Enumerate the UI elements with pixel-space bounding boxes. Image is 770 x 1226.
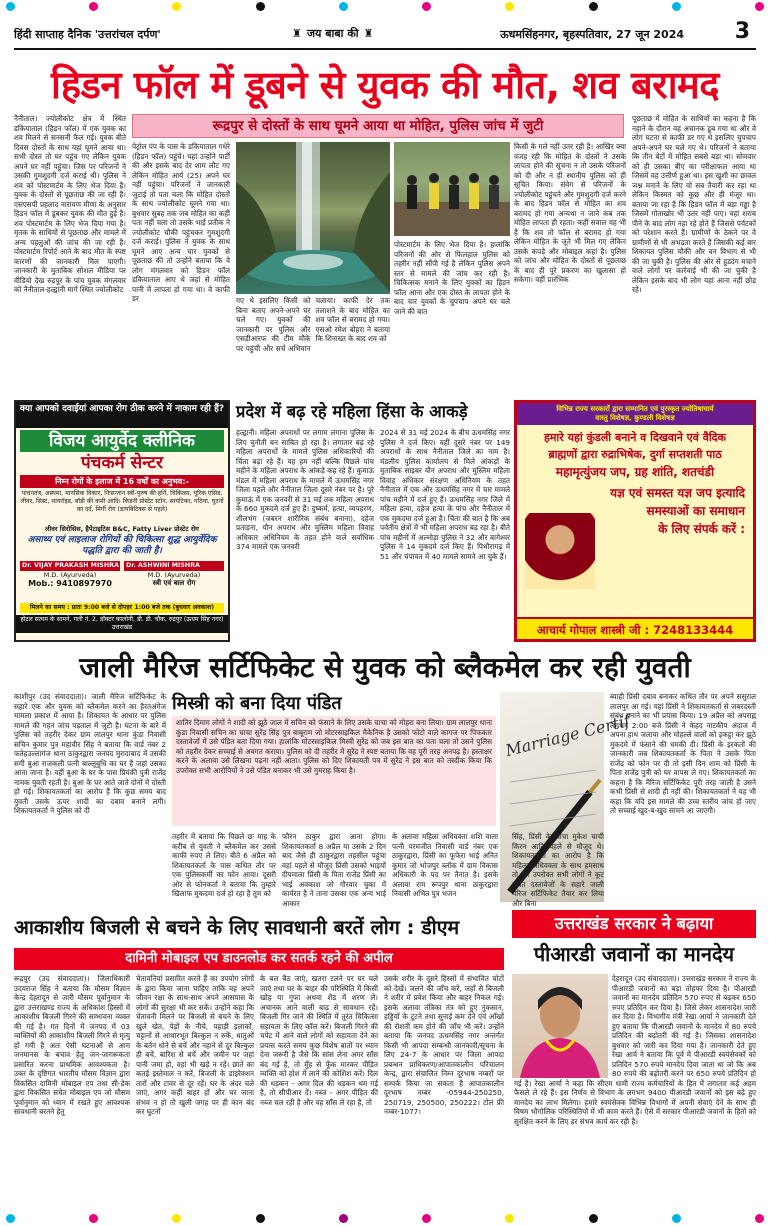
story4-col2: चेतावनियां प्रसारित करते हैं का उपयोग लोगों के द्वारा किया जाना चाहिए ताकि वह अपने जीवन रक्षा के साथ-साथ अपने आसपास के लोगों की सुरक्षा भी कर सकें। उन्होंने कहा कि चेतावनी मिलने पर बिजली से बचने के लिए खुले खेत, पेड़ों के नीचे, पहाड़ी इलाकों, चट्टानों से आधारभूत बिल्कुल न रुकें, धातुओं के बर्तन धोने से बचें और नहाने से दूर बिल्कुल ही बचें, बारिश से बचें और जमीन पर जहां पानी जमा हो, वहां भी खड़े न रहें। छाते का कतई इस्तेमाल न करें, बिजली के डाइरेक्शन तारों और टावर से दूर रहें। घर के अंदर चले जाएं, अगर कहीं बाहर हों और घर जाना संभव न हो तो खुली जगह पर ही कान बंद कर घुटनों (136, 974, 254, 1116)
reg-dot-8 (589, 2, 598, 11)
reg-dot-7 (505, 2, 514, 11)
doctor1-degree: M.D. (Ayurveda) (43, 570, 97, 579)
story1-subhead (132, 114, 624, 138)
story4-band-text: दामिनी मोबाइल एप डाउनलोड कर सतर्क रहने की अपील (125, 951, 393, 966)
story1-col3: गए थे इसलिए किसी को बिना बताए अपने-अपने घर चले गए। युवकों की जानकारी पर पुलिस और एसडीआरफ की टीम मौके पर पहुंची और सर्च अभियान चलाया। काफी देर तक तलाशने के बाद मोहित का शव फॉल से बरामद हो गया। एसओ रमेश बोहरा ने बताया कि शिनाख्त के बाद शव को (236, 296, 390, 353)
story1-col4: पोस्टमार्टम के लिए भेज दिया है। हालांकि परिजनों की ओर से फिलहाल पुलिस को तहरीर नहीं सौंपी गई है लेकिन पुलिस अपने स्तर से मामले की जांच कर रही है। चिकित्सक मनाने के लिए युवकों का हिडन फॉल आना और एक दोस्त के लापता होने के बाद चार युवकों के चुपचाप अपने घर चले जाने की बात (394, 240, 510, 316)
ad1-address: होटल सत्यम के सामने, गली नं. 2, डॉक्टर कालोनी, डी. डी. चौक, रुद्रपुर (ऊधम सिंह नगर) उत्तराखंड (16, 615, 228, 633)
story3-col4: के अलावा महिला अधिवक्ता शशि वाला पत्नी परमजीत निवासी वार्ड नंबर एक ठाकुरद्वारा, प्रिंसी का फूफेरा भाई अनित कुमार जो भोजपुर ब्लॉक में ग्राम विकास अधिकारी के पद पर तैनात है। इसके अलावा राम रूपपुर थाना ठाकुरद्वारा निवासी अभित पुत्र भजन (392, 832, 498, 898)
story5-headline (512, 910, 756, 970)
reg-dot-b4 (256, 1214, 265, 1223)
waterfall-photo-art (236, 142, 390, 294)
registration-marks-bottom (0, 1212, 770, 1224)
story3-box-head: मिस्त्री को बना दिया पंडित (172, 693, 342, 714)
story5-text: देहरादून (उद संवाददाता)। उत्तराखंड सरकार ने राज्य के पीआरडी जवानों का बड़ा तोहफा दिया है। पीआरडी जवानों का मानदेय प्रतिदिन 570 रुपए से बढ़कर 650 रुपए प्रतिदिन कर दिया है। जिसे लेकर शासनादेश जारी कर दिया है। विभागीय मंत्री रेखा आर्या ने जानकारी देते हुए बताया कि पीआरडी जवानों के मानदेय में 80 रुपये प्रतिदिन की बढ़ोतरी की गई है। जिसका शासनादेश बुधवार को जारी कर दिया गया है। जानकारी देते हुए रेखा आर्य ने बताया कि पूर्व में पीआरडी स्वयंसेवकों को प्रतिदिन 570 रुपये मानदेय दिया जाता था जो कि अब 80 रुपये की बढ़ोतरी करने पर 650 रुपये प्रतिदिन हो गई है। रेखा आर्या ने कहा कि सीएम धामी राज्य कर्मचारियों के हित में लगातार कई अहम फैसले ले रहे हैं। इस निर्णय से विभाग के लगभग 9400 पीआरडी जवानों को इस बढ़े हुए मानदेय का लाभ मिलेगा। हमारे स्वयंसेवक विभिन्न विभागों में अपनी सेवाएं देने के साथ ही विषम भौगोलिक परिस्थितियों में भी काम करते हैं। ऐसे में सरकार पीआरडी जवानों के हितों को सुरक्षित करने के लिए हर संभव कार्य कर रही है। (514, 974, 756, 1126)
temple-icon-right: ♜ (363, 27, 374, 40)
ad1-doctor2 (124, 561, 224, 601)
story4-headline: आकाशीय बिजली से बचने के लिए सावधानी बरतें लोग : डीएम (14, 916, 460, 939)
doctor2-degree: M.D. (Ayurveda) (147, 570, 201, 579)
story1-subhead-text: रूद्रपुर से दोस्तों के साथ घूमने आया था मोहित, पुलिस जांच में जुटी (212, 118, 544, 134)
ad2-top (517, 403, 753, 425)
story3-headline: जाली मैरिज सर्टिफिकेट से युवक को ब्लैकमेल कर रही युवती (79, 651, 691, 684)
reg-dot-10 (755, 2, 764, 11)
reg-dot-6 (422, 2, 431, 11)
story5-headline-1: उत्तराखंड सरकार ने बढ़ाया (512, 910, 756, 938)
story4-band (14, 948, 504, 970)
story2-headline-text: प्रदेश में बढ़ रहे महिला हिंसा के आकड़े (236, 402, 468, 421)
masthead-center-text: जय बाबा की (306, 27, 359, 40)
ad2-l2: ब्राह्मणों द्वारा रुद्राभिषेक, दुर्गा सप्तशती पाठ (548, 447, 722, 461)
ad2-top-line2: वास्तु विशेषज्ञ, कुण्डली विशेषज्ञ (595, 414, 675, 423)
ad1-timing: मिलने का समय : प्रातः 9:00 बजे से दोपहर 1:00 बजे तक (बुधवार अवकाश) (20, 603, 224, 613)
reg-dot-b10 (755, 1214, 764, 1223)
ad2-l4: यज्ञ एवं समस्त यज्ञ जप इत्यादि (610, 485, 745, 500)
ad1-doctor1 (20, 561, 120, 601)
story2-col2: 2024 से 31 मई 2024 के बीच ऊधमसिंह नगर पुलिस ने दर्ज किए। वहीं दूसरे नंबर पर 149 अपराधों के साथ नैनीताल जिले का नाम है। मंडलीय पुलिस कार्यालय से मिले आंकड़ों के मुताबिक साइबर यौन अपराध और मुस्लिम महिला विवाह अधिकार संरक्षण अधिनियम के तहत नैनीताल में एक और ऊधमसिंह नगर में चार मामले पांच महीने में दर्ज हुए हैं। ऊधमसिंह नगर जिले में महिला हत्या, दहेज हत्या के पांच और नैनीताल में एक मुकदमा दर्ज हुआ है। चिंता की बात है कि अब पर्वतीय क्षेत्रों में भी महिला अपराध बढ़ रहा है। बीते पांच महीनों में अल्मोड़ा पुलिस ने 32 और बागेश्वर पुलिस ने 14 मुकदमे दर्ज किए हैं। पिथौरागढ़ में 51 और चंपावत में 40 मामले सामने आ चुके हैं। (380, 428, 510, 561)
doctor2-name: Dr. ASHWINI MISHRA (124, 561, 224, 571)
reg-dot-3 (172, 2, 181, 11)
page-number: 3 (734, 19, 750, 44)
ad2-l5: समस्याओं का समाधान (646, 503, 745, 518)
story4-col1: रूद्रपुर (उद संवाददाता)। जिलाधिकारी उदयराज सिंह ने बताया कि मौसम विज्ञान केन्द्र देहरादून से जारी मौसम पूर्वानुमान के द्वारा उत्तराखण्ड राज्य के अधिकांश हिस्सों में आकाशीय बिजली गिरने की सम्भावना व्यक्त की गई है। गत दिनों में जनपद में 03 व्यक्तियों की आकाशीय बिजली गिरने से मृत्यु हो गयी है अतः ऐसी घटनाओं से आम जनमानस के बचाव हेतु जन-जागरूकता प्रसारित करना प्राथमिक आवश्यकता है। उक्त के दृष्टिगत भारतीय मौसम विज्ञान द्वारा विकसित दामिनी मोबाइल एप तथा सी-डेक द्वारा विकसित सचेत मोबाइल एप जो मौसम पूर्वानुमान को ध्यान में रखते हुए आवश्यक सावधानी बरतने हेतु (14, 974, 130, 1116)
ad2-portrait (525, 513, 595, 589)
reg-dot-b7 (505, 1214, 514, 1223)
doctor2-speciality: स्त्री एवं बाल रोग (152, 578, 196, 587)
story3-col6: ब्याही प्रिंसी दबाव बनाकर कथित तौर पर अपने ससुराल लालपुर आ गई। यहां प्रिंसी ने शिकायतकर्ता से जबरदस्ती संबंध बनाने का भी प्रयास किया। 19 अप्रैल को अपराह्न लगभग 2:00 बजे प्रिंसी ने केहद नाटकीय अंदाज में अपना हाथ जलाया और मोहल्ले वालों को इकट्ठा कर झूठे मुकदमे में फंसाने की धमकी दी। प्रिंसी के इरकतों की जानकारी जब शिकायतकर्ता के पिता ने उसके पिता राजेंद्र को फोन पर दी तो इसी दिन शाम को प्रिंसी के पिता राजेंद्र पुत्री को घर वापस ले गए। शिकायतकर्ता का कहना है कि मैरिज सर्टिफिकेट पूरी तरह जाली है उसने कभी प्रिंसी से शादी ही नहीं की। शिकायतकर्ता ने यह भी कहा कि यदि इस मामले की उच्च स्तरीय जांच हो जाए तो सच्चाई खुद-ब-खुद सामने आ जाएगी। (610, 692, 756, 815)
waterfall-photo (236, 142, 390, 294)
ad2-l6: के लिए संपर्क करें : (658, 521, 745, 536)
reg-dot-5 (339, 2, 348, 11)
ad2-top-line1: विभिन्न राज्य सरकारों द्वारा सम्मानित एवं पुरस्कृत ज्योतिषाचार्य (556, 405, 714, 413)
reg-dot-1 (6, 2, 15, 11)
masthead-rule (14, 48, 756, 50)
story1-headline: हिडन फॉल में डूबने से युवक की मौत, शव बरामद (14, 58, 756, 112)
reg-dot-4 (256, 2, 265, 11)
reg-dot-b8 (589, 1214, 598, 1223)
story2-col1: हल्द्वानी। महिला अपराधों पर लगाम लगाना पुलिस के लिए चुनौती बन साबित हो रहा है। लगातार बढ़ रहे महिला अपराधों के मामले पुलिस अधिकारियों की चिंता बढ़ा रहे हैं। यह हम नहीं बल्कि पिछले पांच महीने के महिला अपराध के आंकड़े कह रहे हैं। कुमाऊं मंडल में महिला अपराध के मामले में ऊधमसिंह नगर जिला पहले और नैनीताल जिला दूसरे नंबर पर है। पूरे कुमाऊं में एक जनवरी से 31 मई तक महिला अपराध के 660 मुकदमे दर्ज हुए हैं। दुष्कर्म, हत्या, व्यपहरण, शीलभंग (जबरन शारीरिक संबंध बनाना), दहेज प्रताड़ना, यौन अपराध और मुस्लिम महिला विवाह अधिकार अधिनियम के तहत होने वाले सर्वाधिक 374 मामले एक जनवरी (236, 428, 374, 551)
doctor1-mobile: Mob.: 9410897970 (28, 578, 112, 588)
ad1-doctors (16, 559, 228, 603)
story3-col3: फौरन ठाकुर द्वारा आना होगा। शिकायतकर्ता 8 अप्रैल या उसके 2 दिन बाद जैसे ही ठाकुरद्वारा तहसील पहुंचा वहां पहले से मौजूद प्रिंसी उसको भाइयों दीपमाला प्रिंसी के पिता राजेंद्र प्रिंसी का भाई अवकाश जो गौरवार चुका में कार्यरत है ने ताना उसका एक अन्य भाई आकार (282, 832, 386, 908)
ad2-l1: हमारे यहां कुंडली बनाने व दिखवाने एवं वैदिक (544, 431, 726, 445)
story5-headline-2: पीआरडी जवानों का मानदेय (533, 942, 735, 966)
reg-dot-b9 (672, 1214, 681, 1223)
temple-icon: ♜ (292, 27, 302, 40)
reg-dot-b3 (172, 1214, 181, 1223)
reg-dot-b1 (6, 1214, 15, 1223)
group-photo-art (394, 142, 510, 236)
ad1-title2: पंचकर्म सेन्टर (81, 453, 163, 473)
masthead-center (292, 27, 374, 41)
masthead-left: हिंदी साप्ताह दैनिक 'उत्तरांचल दर्पण' (14, 28, 161, 41)
story4-col3: के बल बैठ जाएं, खतरा टलने पर घर चले जाएं तथा घर के बाहर की परिस्थिति में किसी खोह या गुफा अथवा शैड में शरण लें। अचानक आने वाली बाढ़ से सावधान रहें। बिजली गिर जाने की स्थिति में तुरंत चिकित्सा सहायता के लिए कॉल करें। बिजली गिरने की चपेट में आने वाले लोगों को सहायता देने का प्रयास करते समय कुछ विशेष बातों पर ध्यान देना जरूरी है जैसे कि सांस लेना अगर साँस बंद गई है, तो मुँह से फूँक मारकर पीड़ित व्यक्ति को होश में लाने की कोशिश करें। दिल की धड़कन - अगर दिल की धड़कन थम गई है, तो सीपीआर दें। नब्ज - अगर पीड़ित की नब्ज चल रही है और वह साँस ले रहा है, तो (260, 974, 378, 1107)
ad-astrology (514, 400, 756, 642)
ad2-l3: महामृत्युंजय जप, ग्रह शांति, शतचंडी (555, 464, 715, 479)
story3-box (172, 692, 496, 828)
ad1-slogan: असाध्य एवं लाइलाज रोगियों की चिकित्सा शुद्ध आयुर्वेदिक पद्धति द्वारा की जाती है। (27, 535, 217, 556)
story1-col2: पेट्रोल पंप के पास के डकियाताल गधेरे (हिडन फॉल) पहुंचे। यहां उन्होंने पार्टी की और इसके बाद देर शाम लौट गए लेकिन मोहित आर्य (25) अपने घर नहीं पहुंचा। परिजनों ने जानकारी जुटाई तो पता चला कि मोहित दोस्तों के साथ ज्योलीकोट घूमने गया था। बुधवार सुबह तक जब मोहित का कहीं पता नहीं चला तो उसके भाई प्रतीक ने ज्योलीकोट चौकी पहुंचकर गुमशुदगी दर्ज कराई। पुलिस ने युवक के साथ घूमने आए अन्य चार युवकों से पूछताछ की तो उन्होंने बताया कि वे लोग मंगलवार को हिडन फॉल डकियाताल आए थे जहां से मोहित पानी में लापता हो गया था। वे काफी डर (132, 142, 230, 303)
ad1-band: निम्न रोगों के इलाज में 16 वर्षों का अनुभव:- (20, 475, 224, 488)
story3-col1: काशीपुर (उद संवाददाता)। जाली मैरिज सर्टिफिकेट के सहारे एक और युवक को ब्लैकमेल करने का हैरतअंगेज मामला प्रकाश में आया है। शिकायत के आधार पर पुलिस मामले की गहन जांच पड़ताल में जुटी है। घटना के बारे में पुलिस को तहरीर देकर ग्राम लालपुर थाना कुंडा निवासी सचिन कुमार पुत्र महावीर सिंह ने बताया कि वार्ड नंबर 2 फतेहउल्लागंज थाना ठाकुरद्वारा जनपद मुरादाबाद में उसकी सगी बुआ राजकली पत्नी बाल्लूबुधि का घर है जहां उसका आना जाना है। वहीं बुआ के घर के पास प्रियंकी पुत्री राजेंद्र नामक युवती रहती है। बुआ के घर आते जाते दोनों में दोस्ती हो गई। शिकायतकर्ता का आरोप है कि कुछ समय बाद युवती उसके ऊपर शादी का दबाव बनाने लगी। शिकायतकर्ता ने पुलिस को दी (14, 692, 166, 815)
story1-col6: पूछताछ में मोहित के साथियों का कहना है कि नहाने के दौरान वह अचानक डूब गया था और वे लोग घटना से काफी डर गए थे इसलिए चुपचाप अपने-अपने घर चले गए थे। परिजनों ने बताया कि तीन बेटों में मोहित सबसे बड़ा था। सोमवार को ही उसका बीए का परीक्षाफल आया था जिसमें वह उत्तीर्ण हुआ था। इस खुशी का छावल जश्न मनाने के लिए वो सब तैयारी कर रहा था लेकिन किस्मत को कुछ और ही मंजूर था। बताया जा रहा है कि हिडन फॉल में बड़ा गड्ढा है जिसमें गोताखोर भी उतर नहीं पाए। वहां शराब पीने के बाद लोग नहा रहे होते हैं जिससे पर्यटकों को परेशान करते हैं। ग्रामीणों के ठेकने पर वे ग्रामीणों से भी अभद्रता करते हैं जिसकी कई बार शिकायत पुलिस चौकी और वन विभाग से भी की जा चुकी है। पुलिस की ओर से हुडदंग मचाने वाले लोगों पर कार्रवाई भी की जा चुकी है लेकिन इसके बाद भी लोग यहां आना नहीं छोड़ रहे। (632, 114, 756, 294)
story1-col5: किसी के गले नहीं उतर रही है। आखिर क्या वजह रही कि मोहित के दोस्तों ने उसके लापता होने की सूचना न तो उसके परिजनों को दी और न ही स्थानीय पुलिस को ही सूचित किया। संवेग से परिजनों के ज्योलीकोट पहुंचने और गुमशुदगी दर्ज करने के बाद हिडन फॉल से मोहित का शव बरामद हो गया अन्यथा न जाने कब तक मोहित लापता ही रहता। कहीं सवाल यह भी है कि शव तो फॉल से बरामद हो गया लेकिन मोहित के जूते भी मिल गए लेकिन उसके कपड़े और मोबाइल कहां है। पुलिस को जांच और मोहित के दोस्तों से पूछताछ के बाद ही पूरे प्रकरण का खुलासा हो सकेगा। वहीं प्रारंभिक (514, 142, 626, 284)
ad1-top: क्या आपको दवाईयां आपका रोग ठीक करने में नाकाम रही हैं? (16, 402, 228, 428)
certificate-word: Marriage Certif (503, 710, 632, 761)
story3-box-text: शातिर दिमाग लोगों ने शादी को झूठे जाल में सचिन को फंसाने के लिए उसके चाचा को मोहरा बना लिया। ग्राम लालपुर थाना कुंडा निवासी सचिन का चाचा सुरेंद्र सिंह पुत्र बाबूराम जो मोटरसाइकिल मैकेनिक है उसको फोटो वाले कागज पर पिफकार दस्तावेजों में उसे पंडित बता दिया गया। हालांकि मोटरसाइकिल मिस्त्री सुरेंद्र को जब इस बात का पता चला तो उसने पुलिस को तहरीर देकर सच्चाई से अवगत कराया। पुलिस को दी तहरीर में सुरेंद्र ने स्पष्ट बताया कि वह पूरी तरह अनपढ़ है। हस्ताक्षर करने के अलावा उसे लिखना पढ़ना नहीं आता। पुलिस को दिए शिकायती पत्र में सुरेंद्र ने इस बात को तस्दीक किया कि उपरोक्त सभी आरोपियों ने उसे पंडित बनाकर भी उसे गुमराह किया है। (172, 716, 496, 826)
group-photo (394, 142, 510, 236)
reg-dot-2 (89, 2, 98, 11)
story1-col1: नैनीताल। ज्योलीकोट क्षेत्र में स्थित डकियाताल (हिडन फॉल) में एक युवक का शव मिलने से सनसनी फैल गई। युवक बीते दिवस दोस्तों के साथ यहां घूमने आया था। सभी दोस्त तो घर पहुंच गए लेकिन युवक अपने घर नहीं पहुंचा। जिस पर परिजनों ने उसकी गुमशुदगी दर्ज कराई थी। पुलिस ने शव को पोस्टमार्टम के लिए भेज दिया है। युवक के दोस्तों से पूछताछ की जा रही है। एसएसपी प्रहलाद नारायण मीणा के अनुसार हिडन फॉल में डूबकर युवक की मौत हुई है। शव पोस्टमार्टम के लिए भेज दिया गया है। मृतक के साथियों से पूछताछ और मामले में अन्य पहलुओं की जांच की जा रही है। पोस्टमार्टम रिपोर्ट आने के बाद मौत के स्पष्ट कारणों की जानकारी मिल पाएगी। जानकारी के मुताबिक सोशल मीडिया पर वीडियो देख रुद्रपुर के पांच युवक मंगलवार को नैनीताल-हल्द्वानी मार्ग स्थित ज्योलीकोट (14, 114, 126, 294)
registration-marks-top (0, 0, 770, 12)
reg-dot-b5 (339, 1214, 348, 1223)
ad1-title1: विजय आयुर्वेद क्लीनिक (20, 430, 224, 452)
ad1-diseases: पाचनतंत्र, अस्थमा, मानसिक विकार, निःसन्तान स्त्री-पुरुष की हर्नि, चिकित्सा, यूरिक एसिड, लीवर, सिस्ट, थायरॉइड, बॉडी की कमी आदि। किडनी प्रोस्टेट स्टोन, सायटिका, गठिया, घुटनों का दर्द, मिर्गी रोग (डायबिटिक्स से पहले) (20, 490, 224, 514)
reg-dot-b2 (89, 1214, 98, 1223)
story2-headline (236, 400, 510, 424)
story4-col4: उसके शरीर के दूसरे हिस्सों में संभावित चोटों को देखें। जलने की जाँच करें, जहाँ से बिजली ने शरीर में प्रवेश किया और बाहर निकल गई। इसके अलावा तंत्रिका तंत्र को हुए नुकसान, हड्डियों के टूटने तथा सुनाई कम देने एवं आँखों की रोशनी कम होने की जाँच भी करें। उन्होंने बताया कि जनपद ऊधमसिंह नगर अन्तर्गत किसी भी आपदा सम्बन्धी जानकारी/सूचना के लिए 24-7 के आधार पर जिला आपदा प्रबन्धन प्राधिकरण/आपातकालीन परिचालन केन्द्र, द्वारा संचालित निम्न दूरभाष नम्बरों पर सम्पर्क किया जा सकता है आपातकालीन दूरभाष नम्बर -05944-250250, 250719, 250500, 250222। टोल फ्री नम्बर-1077। (384, 974, 504, 1116)
story3-col5: सिंह, प्रिंसी के चाचा मुकेश चाची किरन आदि पहले से मौजूद थे। शिकायतकर्ता का आरोप है कि महिला अधिवक्ता के साथ हमसाथ तो कर उपरोक्त सभी लोगों ने कूट रचित दस्तावेजों के सहारे जाली मैरिज सर्टिफिकेट तैयार कर लिया और बिना (512, 832, 604, 908)
masthead-right: ऊधमसिंहनगर, बृहस्पतिवार, 27 जून 2024 (500, 28, 684, 41)
masthead (14, 14, 756, 54)
ad-vijay-ayurveda (14, 400, 230, 642)
story3-col2: तहरीर में बताया कि पिछले छः माह के करीब से युवती ने ब्लैकमेल कर उससे काफी रुपए ले लिए। बीते 6 अप्रैल को शिकायतकर्ता के पास कथित तौर पर एक पुलिसकर्मी का फोन आया। दूसरी ओर से फोनकर्ता ने बताया कि तुम्हारे खिलाफ मुकदमा दर्ज हो रहा है तुम को (172, 832, 276, 898)
reg-dot-9 (672, 2, 681, 11)
reg-dot-b6 (422, 1214, 431, 1223)
ad1-line2: लीवर सिरोसिस, हैपेटाइटिस B&C, Fatty Liver प्रोस्टेट रोग (45, 525, 199, 533)
ad2-contact: आचार्य गोपाल शास्त्री जी : 7248133444 (517, 617, 753, 639)
doctor1-name: Dr. VIJAY PRAKASH MISHRA (22, 562, 119, 569)
